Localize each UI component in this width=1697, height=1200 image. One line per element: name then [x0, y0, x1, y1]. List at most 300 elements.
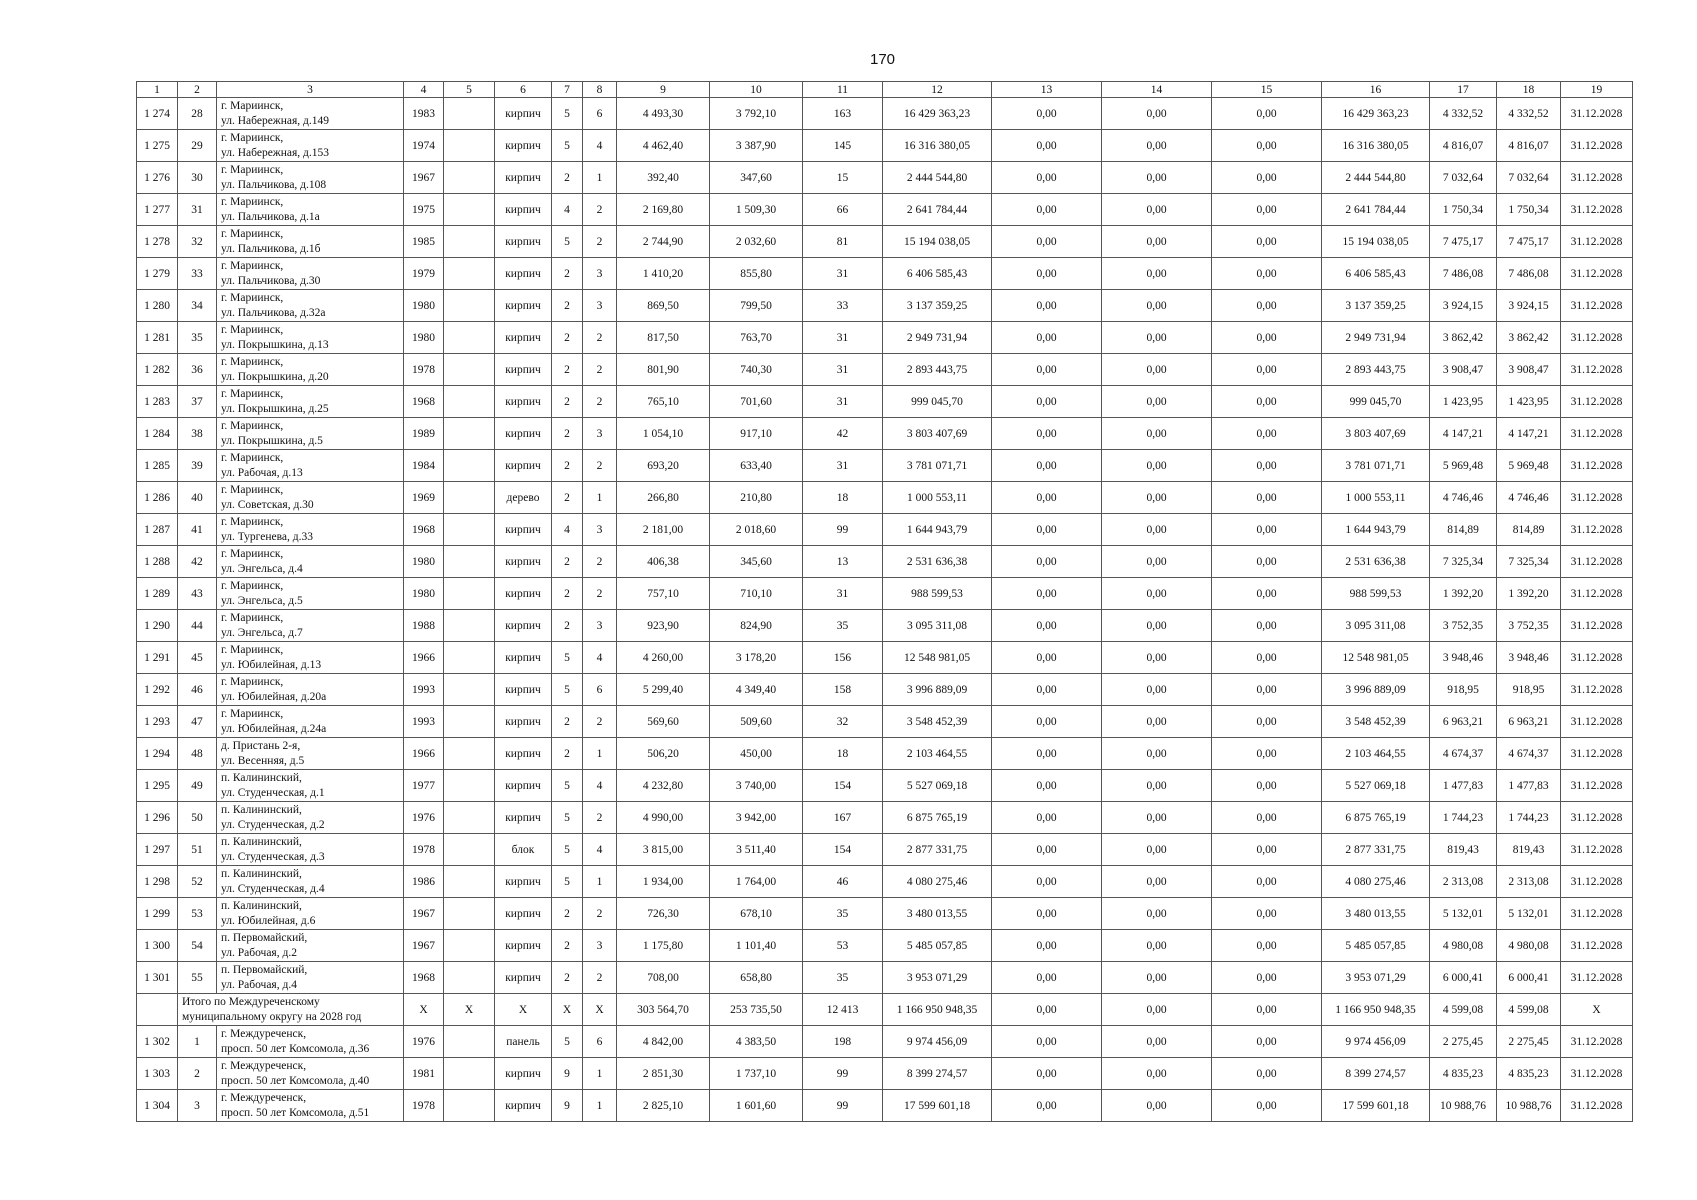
cell-col-13: 0,00 — [992, 706, 1102, 738]
cell-col-16: 2 531 636,38 — [1322, 546, 1430, 578]
address-line: г. Мариинск, — [221, 387, 284, 400]
cell-col-8: 2 — [583, 546, 617, 578]
table-row — [137, 386, 1633, 418]
cell-col-15: 0,00 — [1212, 418, 1322, 450]
cell-col-14: 0,00 — [1102, 1026, 1212, 1058]
cell-col-4: 1983 — [404, 98, 444, 130]
cell-col-1: 1 299 — [137, 898, 178, 930]
page-number: 170 — [869, 51, 896, 68]
cell-col-1: 1 301 — [137, 962, 178, 994]
cell-col-12: 2 949 731,94 — [883, 322, 992, 354]
cell-col-17: 1 477,83 — [1430, 770, 1497, 802]
table-row — [137, 834, 1633, 866]
cell-col-12: 5 527 069,18 — [883, 770, 992, 802]
cell-col-17: 3 752,35 — [1430, 610, 1497, 642]
cell-col-11: 32 — [803, 706, 883, 738]
cell-col-7: 2 — [552, 962, 583, 994]
cell-col-1: 1 286 — [137, 482, 178, 514]
cell-col-6: кирпич — [495, 450, 552, 482]
column-header-1: 1 — [137, 82, 178, 98]
column-header-16: 16 — [1322, 82, 1430, 98]
cell-col-4: 1986 — [404, 866, 444, 898]
cell-col-19: 31.12.2028 — [1561, 578, 1633, 610]
cell-col-8: 1 — [583, 1058, 617, 1090]
address-line: ул. Юбилейная, д.20а — [221, 690, 327, 703]
cell-col-7: 5 — [552, 1026, 583, 1058]
cell-col-16: 999 045,70 — [1322, 386, 1430, 418]
cell-col-1: 1 289 — [137, 578, 178, 610]
total-cell-col-18: 4 599,08 — [1497, 994, 1561, 1026]
cell-col-11: 66 — [803, 194, 883, 226]
cell-col-15: 0,00 — [1212, 1058, 1322, 1090]
cell-col-9: 569,60 — [617, 706, 710, 738]
cell-col-12: 6 406 585,43 — [883, 258, 992, 290]
cell-col-8: 2 — [583, 450, 617, 482]
cell-col-9: 392,40 — [617, 162, 710, 194]
cell-col-10: 658,80 — [710, 962, 803, 994]
cell-col-11: 156 — [803, 642, 883, 674]
cell-col-18: 4 746,46 — [1497, 482, 1561, 514]
address-line: г. Мариинск, — [221, 259, 284, 272]
table-header — [137, 82, 1633, 98]
address-line: ул. Пальчикова, д.1б — [221, 242, 321, 255]
cell-col-19: 31.12.2028 — [1561, 642, 1633, 674]
cell-col-4: 1968 — [404, 386, 444, 418]
cell-col-11: 81 — [803, 226, 883, 258]
cell-col-11: 53 — [803, 930, 883, 962]
cell-col-16: 8 399 274,57 — [1322, 1058, 1430, 1090]
cell-col-1: 1 295 — [137, 770, 178, 802]
cell-col-17: 1 392,20 — [1430, 578, 1497, 610]
cell-col-13: 0,00 — [992, 290, 1102, 322]
cell-col-7: 2 — [552, 258, 583, 290]
address-cell — [217, 130, 404, 162]
cell-col-13: 0,00 — [992, 546, 1102, 578]
cell-col-18: 1 744,23 — [1497, 802, 1561, 834]
cell-col-8: 2 — [583, 802, 617, 834]
cell-col-13: 0,00 — [992, 514, 1102, 546]
cell-col-7: 5 — [552, 98, 583, 130]
cell-col-11: 99 — [803, 1090, 883, 1122]
address-line: ул. Рабочая, д.2 — [221, 946, 297, 959]
cell-col-4: 1993 — [404, 706, 444, 738]
cell-col-11: 35 — [803, 610, 883, 642]
cell-col-19: 31.12.2028 — [1561, 290, 1633, 322]
cell-col-16: 3 996 889,09 — [1322, 674, 1430, 706]
cell-col-12: 15 194 038,05 — [883, 226, 992, 258]
address-cell — [217, 450, 404, 482]
cell-col-16: 6 406 585,43 — [1322, 258, 1430, 290]
address-cell — [217, 770, 404, 802]
address-cell — [217, 514, 404, 546]
cell-col-19: 31.12.2028 — [1561, 418, 1633, 450]
cell-col-4: 1966 — [404, 738, 444, 770]
cell-col-14: 0,00 — [1102, 450, 1212, 482]
cell-col-18: 3 924,15 — [1497, 290, 1561, 322]
cell-col-15: 0,00 — [1212, 162, 1322, 194]
cell-col-19: 31.12.2028 — [1561, 194, 1633, 226]
cell-col-18: 3 948,46 — [1497, 642, 1561, 674]
cell-col-10: 701,60 — [710, 386, 803, 418]
cell-col-17: 2 313,08 — [1430, 866, 1497, 898]
cell-col-13: 0,00 — [992, 162, 1102, 194]
cell-col-7: 4 — [552, 514, 583, 546]
cell-col-18: 814,89 — [1497, 514, 1561, 546]
cell-col-5 — [444, 770, 495, 802]
cell-col-6: кирпич — [495, 194, 552, 226]
cell-col-12: 9 974 456,09 — [883, 1026, 992, 1058]
cell-col-9: 1 410,20 — [617, 258, 710, 290]
address-cell — [217, 226, 404, 258]
cell-col-13: 0,00 — [992, 226, 1102, 258]
cell-col-17: 4 332,52 — [1430, 98, 1497, 130]
cell-col-5 — [444, 194, 495, 226]
cell-col-5 — [444, 866, 495, 898]
cell-col-15: 0,00 — [1212, 226, 1322, 258]
table-row — [137, 226, 1633, 258]
cell-col-1: 1 303 — [137, 1058, 178, 1090]
cell-col-19: 31.12.2028 — [1561, 898, 1633, 930]
cell-col-12: 6 875 765,19 — [883, 802, 992, 834]
cell-col-16: 3 781 071,71 — [1322, 450, 1430, 482]
cell-col-19: 31.12.2028 — [1561, 738, 1633, 770]
cell-col-5 — [444, 546, 495, 578]
cell-col-17: 918,95 — [1430, 674, 1497, 706]
cell-col-15: 0,00 — [1212, 738, 1322, 770]
cell-col-9: 869,50 — [617, 290, 710, 322]
cell-col-17: 1 423,95 — [1430, 386, 1497, 418]
cell-col-19: 31.12.2028 — [1561, 226, 1633, 258]
cell-col-15: 0,00 — [1212, 770, 1322, 802]
cell-col-17: 5 132,01 — [1430, 898, 1497, 930]
cell-col-12: 999 045,70 — [883, 386, 992, 418]
cell-col-17: 7 032,64 — [1430, 162, 1497, 194]
cell-col-7: 2 — [552, 482, 583, 514]
address-cell — [217, 674, 404, 706]
cell-col-15: 0,00 — [1212, 674, 1322, 706]
cell-col-9: 4 493,30 — [617, 98, 710, 130]
column-number-row — [137, 82, 1633, 98]
address-line: ул. Покрышкина, д.25 — [221, 402, 329, 415]
cell-col-8: 1 — [583, 866, 617, 898]
address-cell — [217, 386, 404, 418]
address-line: п. Первомайский, — [221, 963, 308, 976]
cell-col-2: 55 — [178, 962, 217, 994]
cell-col-2: 51 — [178, 834, 217, 866]
cell-col-2: 53 — [178, 898, 217, 930]
cell-col-15: 0,00 — [1212, 578, 1322, 610]
cell-col-7: 9 — [552, 1090, 583, 1122]
cell-col-18: 1 423,95 — [1497, 386, 1561, 418]
address-line: п. Калининский, — [221, 771, 302, 784]
cell-col-9: 1 175,80 — [617, 930, 710, 962]
cell-col-7: 5 — [552, 674, 583, 706]
cell-col-9: 5 299,40 — [617, 674, 710, 706]
cell-col-6: кирпич — [495, 98, 552, 130]
cell-col-9: 3 815,00 — [617, 834, 710, 866]
cell-col-10: 678,10 — [710, 898, 803, 930]
total-cell-col-5: X — [444, 994, 495, 1026]
address-line: ул. Студенческая, д.2 — [221, 818, 325, 831]
cell-col-12: 2 444 544,80 — [883, 162, 992, 194]
cell-col-10: 3 942,00 — [710, 802, 803, 834]
address-line: ул. Юбилейная, д.6 — [221, 914, 316, 927]
cell-col-2: 39 — [178, 450, 217, 482]
cell-col-13: 0,00 — [992, 1058, 1102, 1090]
cell-col-4: 1981 — [404, 1058, 444, 1090]
cell-col-6: кирпич — [495, 290, 552, 322]
cell-col-1: 1 277 — [137, 194, 178, 226]
cell-col-5 — [444, 482, 495, 514]
cell-col-10: 3 740,00 — [710, 770, 803, 802]
cell-col-16: 1 644 943,79 — [1322, 514, 1430, 546]
cell-col-8: 3 — [583, 258, 617, 290]
cell-col-1: 1 275 — [137, 130, 178, 162]
cell-col-2: 38 — [178, 418, 217, 450]
address-cell — [217, 578, 404, 610]
cell-col-16: 2 893 443,75 — [1322, 354, 1430, 386]
cell-col-2: 33 — [178, 258, 217, 290]
cell-col-2: 50 — [178, 802, 217, 834]
cell-col-8: 1 — [583, 1090, 617, 1122]
cell-col-2: 37 — [178, 386, 217, 418]
cell-col-17: 4 980,08 — [1430, 930, 1497, 962]
address-line: г. Мариинск, — [221, 291, 284, 304]
cell-col-18: 3 862,42 — [1497, 322, 1561, 354]
cell-col-16: 5 527 069,18 — [1322, 770, 1430, 802]
cell-col-11: 145 — [803, 130, 883, 162]
cell-col-19: 31.12.2028 — [1561, 258, 1633, 290]
cell-col-12: 8 399 274,57 — [883, 1058, 992, 1090]
cell-col-9: 506,20 — [617, 738, 710, 770]
cell-col-9: 4 462,40 — [617, 130, 710, 162]
address-line: п. Первомайский, — [221, 931, 308, 944]
cell-col-5 — [444, 674, 495, 706]
cell-col-1: 1 283 — [137, 386, 178, 418]
cell-col-17: 10 988,76 — [1430, 1090, 1497, 1122]
address-line: ул. Студенческая, д.4 — [221, 882, 325, 895]
address-line: ул. Набережная, д.149 — [221, 114, 330, 127]
address-line: г. Мариинск, — [221, 163, 284, 176]
cell-col-16: 16 429 363,23 — [1322, 98, 1430, 130]
cell-col-6: кирпич — [495, 930, 552, 962]
cell-col-6: кирпич — [495, 802, 552, 834]
cell-col-5 — [444, 610, 495, 642]
cell-col-18: 7 486,08 — [1497, 258, 1561, 290]
address-cell — [217, 290, 404, 322]
cell-col-6: кирпич — [495, 898, 552, 930]
cell-col-2: 41 — [178, 514, 217, 546]
column-header-2: 2 — [178, 82, 217, 98]
column-header-5: 5 — [444, 82, 495, 98]
cell-col-13: 0,00 — [992, 194, 1102, 226]
table-row — [137, 610, 1633, 642]
cell-col-4: 1984 — [404, 450, 444, 482]
address-line: ул. Набережная, д.153 — [221, 146, 330, 159]
cell-col-13: 0,00 — [992, 802, 1102, 834]
cell-col-10: 4 349,40 — [710, 674, 803, 706]
cell-col-13: 0,00 — [992, 866, 1102, 898]
cell-col-7: 5 — [552, 866, 583, 898]
cell-col-10: 799,50 — [710, 290, 803, 322]
address-line: ул. Покрышкина, д.5 — [221, 434, 323, 447]
table-row — [137, 1090, 1633, 1122]
address-line: ул. Пальчикова, д.108 — [221, 178, 327, 191]
cell-col-2: 44 — [178, 610, 217, 642]
address-line: просп. 50 лет Комсомола, д.51 — [221, 1106, 370, 1119]
cell-col-18: 1 392,20 — [1497, 578, 1561, 610]
cell-col-14: 0,00 — [1102, 418, 1212, 450]
cell-col-9: 757,10 — [617, 578, 710, 610]
cell-col-4: 1993 — [404, 674, 444, 706]
cell-col-13: 0,00 — [992, 354, 1102, 386]
cell-col-16: 3 480 013,55 — [1322, 898, 1430, 930]
cell-col-4: 1980 — [404, 546, 444, 578]
cell-col-12: 1 000 553,11 — [883, 482, 992, 514]
cell-col-1: 1 282 — [137, 354, 178, 386]
address-line: д. Пристань 2-я, — [221, 739, 301, 752]
table-row — [137, 354, 1633, 386]
cell-col-14: 0,00 — [1102, 834, 1212, 866]
table-row — [137, 482, 1633, 514]
cell-col-12: 3 095 311,08 — [883, 610, 992, 642]
cell-col-13: 0,00 — [992, 610, 1102, 642]
total-cell-col-9: 303 564,70 — [617, 994, 710, 1026]
cell-col-12: 3 548 452,39 — [883, 706, 992, 738]
cell-col-17: 7 475,17 — [1430, 226, 1497, 258]
address-cell — [217, 322, 404, 354]
address-line: просп. 50 лет Комсомола, д.36 — [221, 1042, 370, 1055]
cell-col-4: 1978 — [404, 354, 444, 386]
total-label-line: муниципальному округу на 2028 год — [182, 1010, 362, 1023]
cell-col-8: 1 — [583, 482, 617, 514]
cell-col-8: 6 — [583, 98, 617, 130]
cell-col-16: 3 095 311,08 — [1322, 610, 1430, 642]
cell-col-7: 2 — [552, 578, 583, 610]
cell-col-4: 1977 — [404, 770, 444, 802]
cell-col-6: кирпич — [495, 706, 552, 738]
cell-col-5 — [444, 290, 495, 322]
cell-col-14: 0,00 — [1102, 1058, 1212, 1090]
cell-col-6: кирпич — [495, 386, 552, 418]
cell-col-13: 0,00 — [992, 578, 1102, 610]
cell-col-4: 1967 — [404, 162, 444, 194]
cell-col-12: 3 996 889,09 — [883, 674, 992, 706]
cell-col-2: 31 — [178, 194, 217, 226]
address-cell — [217, 962, 404, 994]
address-cell — [217, 354, 404, 386]
table-row — [137, 706, 1633, 738]
cell-col-10: 210,80 — [710, 482, 803, 514]
cell-col-14: 0,00 — [1102, 962, 1212, 994]
cell-col-7: 5 — [552, 834, 583, 866]
cell-col-5 — [444, 802, 495, 834]
cell-col-18: 1 477,83 — [1497, 770, 1561, 802]
cell-col-9: 2 744,90 — [617, 226, 710, 258]
cell-col-2: 29 — [178, 130, 217, 162]
cell-col-4: 1976 — [404, 1026, 444, 1058]
cell-col-17: 3 948,46 — [1430, 642, 1497, 674]
cell-col-6: панель — [495, 1026, 552, 1058]
cell-col-16: 3 137 359,25 — [1322, 290, 1430, 322]
cell-col-18: 4 674,37 — [1497, 738, 1561, 770]
cell-col-13: 0,00 — [992, 1090, 1102, 1122]
cell-col-19: 31.12.2028 — [1561, 706, 1633, 738]
cell-col-14: 0,00 — [1102, 194, 1212, 226]
address-line: г. Мариинск, — [221, 131, 284, 144]
cell-col-5 — [444, 258, 495, 290]
cell-col-10: 633,40 — [710, 450, 803, 482]
cell-col-18: 4 147,21 — [1497, 418, 1561, 450]
cell-col-19: 31.12.2028 — [1561, 770, 1633, 802]
cell-col-6: кирпич — [495, 130, 552, 162]
address-line: г. Междуреченск, — [221, 1027, 307, 1040]
cell-col-6: кирпич — [495, 770, 552, 802]
cell-col-19: 31.12.2028 — [1561, 1058, 1633, 1090]
cell-col-7: 9 — [552, 1058, 583, 1090]
cell-col-4: 1989 — [404, 418, 444, 450]
column-header-19: 19 — [1561, 82, 1633, 98]
cell-col-18: 7 475,17 — [1497, 226, 1561, 258]
address-cell — [217, 418, 404, 450]
cell-col-13: 0,00 — [992, 834, 1102, 866]
table-row — [137, 770, 1633, 802]
cell-col-4: 1968 — [404, 962, 444, 994]
cell-col-15: 0,00 — [1212, 1026, 1322, 1058]
cell-col-17: 814,89 — [1430, 514, 1497, 546]
cell-col-17: 819,43 — [1430, 834, 1497, 866]
cell-col-14: 0,00 — [1102, 514, 1212, 546]
cell-col-15: 0,00 — [1212, 642, 1322, 674]
cell-col-12: 988 599,53 — [883, 578, 992, 610]
address-cell — [217, 1058, 404, 1090]
cell-col-9: 4 990,00 — [617, 802, 710, 834]
cell-col-8: 1 — [583, 162, 617, 194]
cell-col-1: 1 290 — [137, 610, 178, 642]
cell-col-5 — [444, 834, 495, 866]
cell-col-2: 34 — [178, 290, 217, 322]
column-header-11: 11 — [803, 82, 883, 98]
cell-col-19: 31.12.2028 — [1561, 610, 1633, 642]
cell-col-4: 1974 — [404, 130, 444, 162]
table-row — [137, 162, 1633, 194]
column-header-18: 18 — [1497, 82, 1561, 98]
cell-col-18: 4 332,52 — [1497, 98, 1561, 130]
cell-col-10: 917,10 — [710, 418, 803, 450]
cell-col-9: 4 232,80 — [617, 770, 710, 802]
cell-col-5 — [444, 962, 495, 994]
cell-col-1: 1 302 — [137, 1026, 178, 1058]
cell-col-6: кирпич — [495, 962, 552, 994]
cell-col-7: 2 — [552, 610, 583, 642]
cell-col-7: 2 — [552, 418, 583, 450]
cell-col-8: 2 — [583, 226, 617, 258]
cell-col-9: 2 181,00 — [617, 514, 710, 546]
address-line: г. Мариинск, — [221, 611, 284, 624]
cell-col-5 — [444, 1026, 495, 1058]
total-cell-col-16: 1 166 950 948,35 — [1322, 994, 1430, 1026]
cell-col-13: 0,00 — [992, 418, 1102, 450]
cell-col-12: 2 641 784,44 — [883, 194, 992, 226]
cell-col-10: 3 511,40 — [710, 834, 803, 866]
table-row — [137, 1058, 1633, 1090]
cell-col-9: 765,10 — [617, 386, 710, 418]
cell-col-13: 0,00 — [992, 98, 1102, 130]
cell-col-14: 0,00 — [1102, 354, 1212, 386]
cell-col-7: 2 — [552, 354, 583, 386]
cell-col-1: 1 284 — [137, 418, 178, 450]
cell-col-14: 0,00 — [1102, 898, 1212, 930]
